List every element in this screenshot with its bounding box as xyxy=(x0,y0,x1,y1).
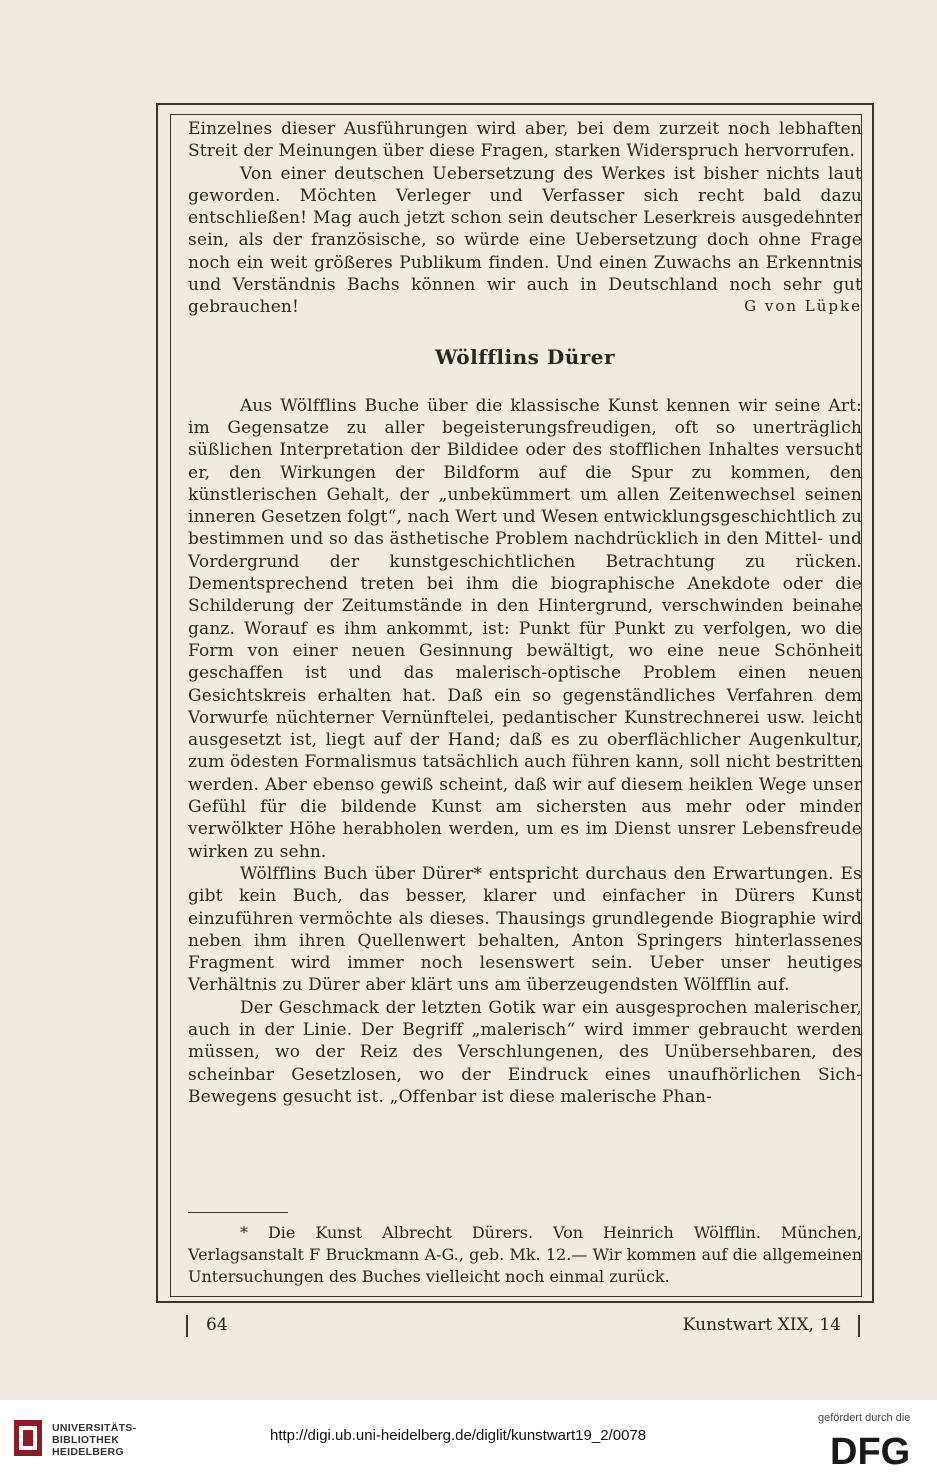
library-name: UNIVERSITÄTS- BIBLIOTHEK HEIDELBERG xyxy=(52,1422,137,1458)
article1-para1: Einzelnes dieser Ausführungen wird aber, bei dem zurzeit noch lebhaften Streit der Meinungen über diese Fragen, starken Widerspruch hervorrufen. xyxy=(188,119,862,162)
article2-para1: Aus Wölfflins Buche über die klassische Kunst kennen wir seine Art: im Gegensatze zu aller begeisterungsfreudigen, oft so unerträglich süßlichen Interpretation der Bildidee oder des stofflichen Inhaltes versucht er, den Wirkungen der Bildform auf die Spur zu kommen, den künstlerischen Gehalt, der „unbekümmert um allen Zeitenwechsel seinen inneren Gesetzen folgt“, nach Wert und Wesen entwicklungsgeschichtlich zu bestimmen und so das ästhetische Problem nachdrücklich in den Mittel- und Vordergrund der kunstgeschichtlichen Betrachtung zu rücken. Dementsprechend treten bei ihm die biographische Anekdote oder die Schilderung der Zeitumstände in den Hintergrund, verschwinden beinahe ganz. Worauf es ihm ankommt, ist: Punkt für Punkt zu verfolgen, wo die Form von einer neuen Gesinnung bewältigt, wo eine neue Schönheit geschaffen ist und das malerisch-optische Problem einen neuen Gesichtskreis erhalten hat. Daß ein so gegenständliches Verfahren dem Vorwurfe nüchterner Vernünftelei, pedantischer Kunstrechnerei usw. leicht ausgesetzt ist, liegt auf der Hand; daß es zu oberflächlicher Augenkultur, zum ödesten Formalismus tatsächlich auch führen kann, soll nicht bestritten werden. Aber ebenso gewiß scheint, daß wir auf diesem heiklen Wege unser Gefühl für die bildende Kunst am sichersten aus mehr oder minder verwölkter Höhe herabholen werden, um es im Dienst unsrer Lebensfreude wirken zu sehn. xyxy=(188,395,862,862)
source-url[interactable]: http://digi.ub.uni-heidelberg.de/diglit/kunstwart19_2/0078 xyxy=(270,1427,647,1444)
footnote-rule xyxy=(188,1212,288,1213)
article1-para2: Von einer deutschen Uebersetzung des Werkes ist bisher nichts laut geworden. Möchten Verleger und Verfasser sich recht bald dazu entschließen! Mag auch jetzt schon sein deutscher Leserkreis ausgedehnter sein, als der französische, so würde eine Uebersetzung doch ohne Frage noch ein weit größeres Publikum finden. Und einen Zuwachs an Erkenntnis und Verständnis Bachs können wir auch in Deutschland noch sehr gut gebrauchen! xyxy=(188,163,862,318)
dfg-logo-icon xyxy=(830,1430,925,1470)
page-content xyxy=(188,118,862,1108)
sponsor-label: gefördert durch die xyxy=(818,1412,911,1424)
article2-para2: Wölfflins Buch über Dürer* entspricht durchaus den Erwartungen. Es gibt kein Buch, das besser, klarer und einfacher in Dürers Kunst einzuführen vermöchte als dieses. Thausings grundlegende Biographie wird neben ihm ihren Quellenwert behalten, Anton Springers hinterlassenes Fragment wird immer noch lesenswert sein. Ueber unser heutiges Verhältnis zu Dürer aber klärt uns am überzeugendsten Wölfflin auf. xyxy=(188,863,862,996)
svg-text:DFG: DFG xyxy=(830,1431,911,1470)
footnote: * Die Kunst Albrecht Dürers. Von Heinrich Wölfflin. München, Verlagsanstalt F Bruckmann A-G., geb. Mk. 12.— Wir kommen auf die allgemeinen Untersuchungen des Buches vielleicht noch einmal zurück. xyxy=(188,1223,862,1286)
university-seal-icon xyxy=(12,1418,44,1458)
footer-rule-left xyxy=(186,1315,188,1337)
footer-rule-right xyxy=(858,1315,860,1337)
article2-para3: Der Geschmack der letzten Gotik war ein ausgesprochen malerischer, auch in der Linie. Der Begriff „malerisch“ wird immer gebraucht werden müssen, wo der Reiz des Verschlungenen, des Unübersehbaren, des scheinbar Gesetzlosen, wo der Eindruck eines unaufhörlichen Sich-Bewegens gesucht ist. „Offenbar ist diese malerische Phan- xyxy=(188,997,862,1107)
article2-title: Wölfflins Dürer xyxy=(434,344,616,369)
digitization-footer xyxy=(0,1400,937,1477)
article1-signature: G von Lüpke xyxy=(744,296,862,315)
page-number: 64 xyxy=(206,1315,228,1335)
journal-issue: Kunstwart XIX, 14 xyxy=(682,1315,841,1335)
